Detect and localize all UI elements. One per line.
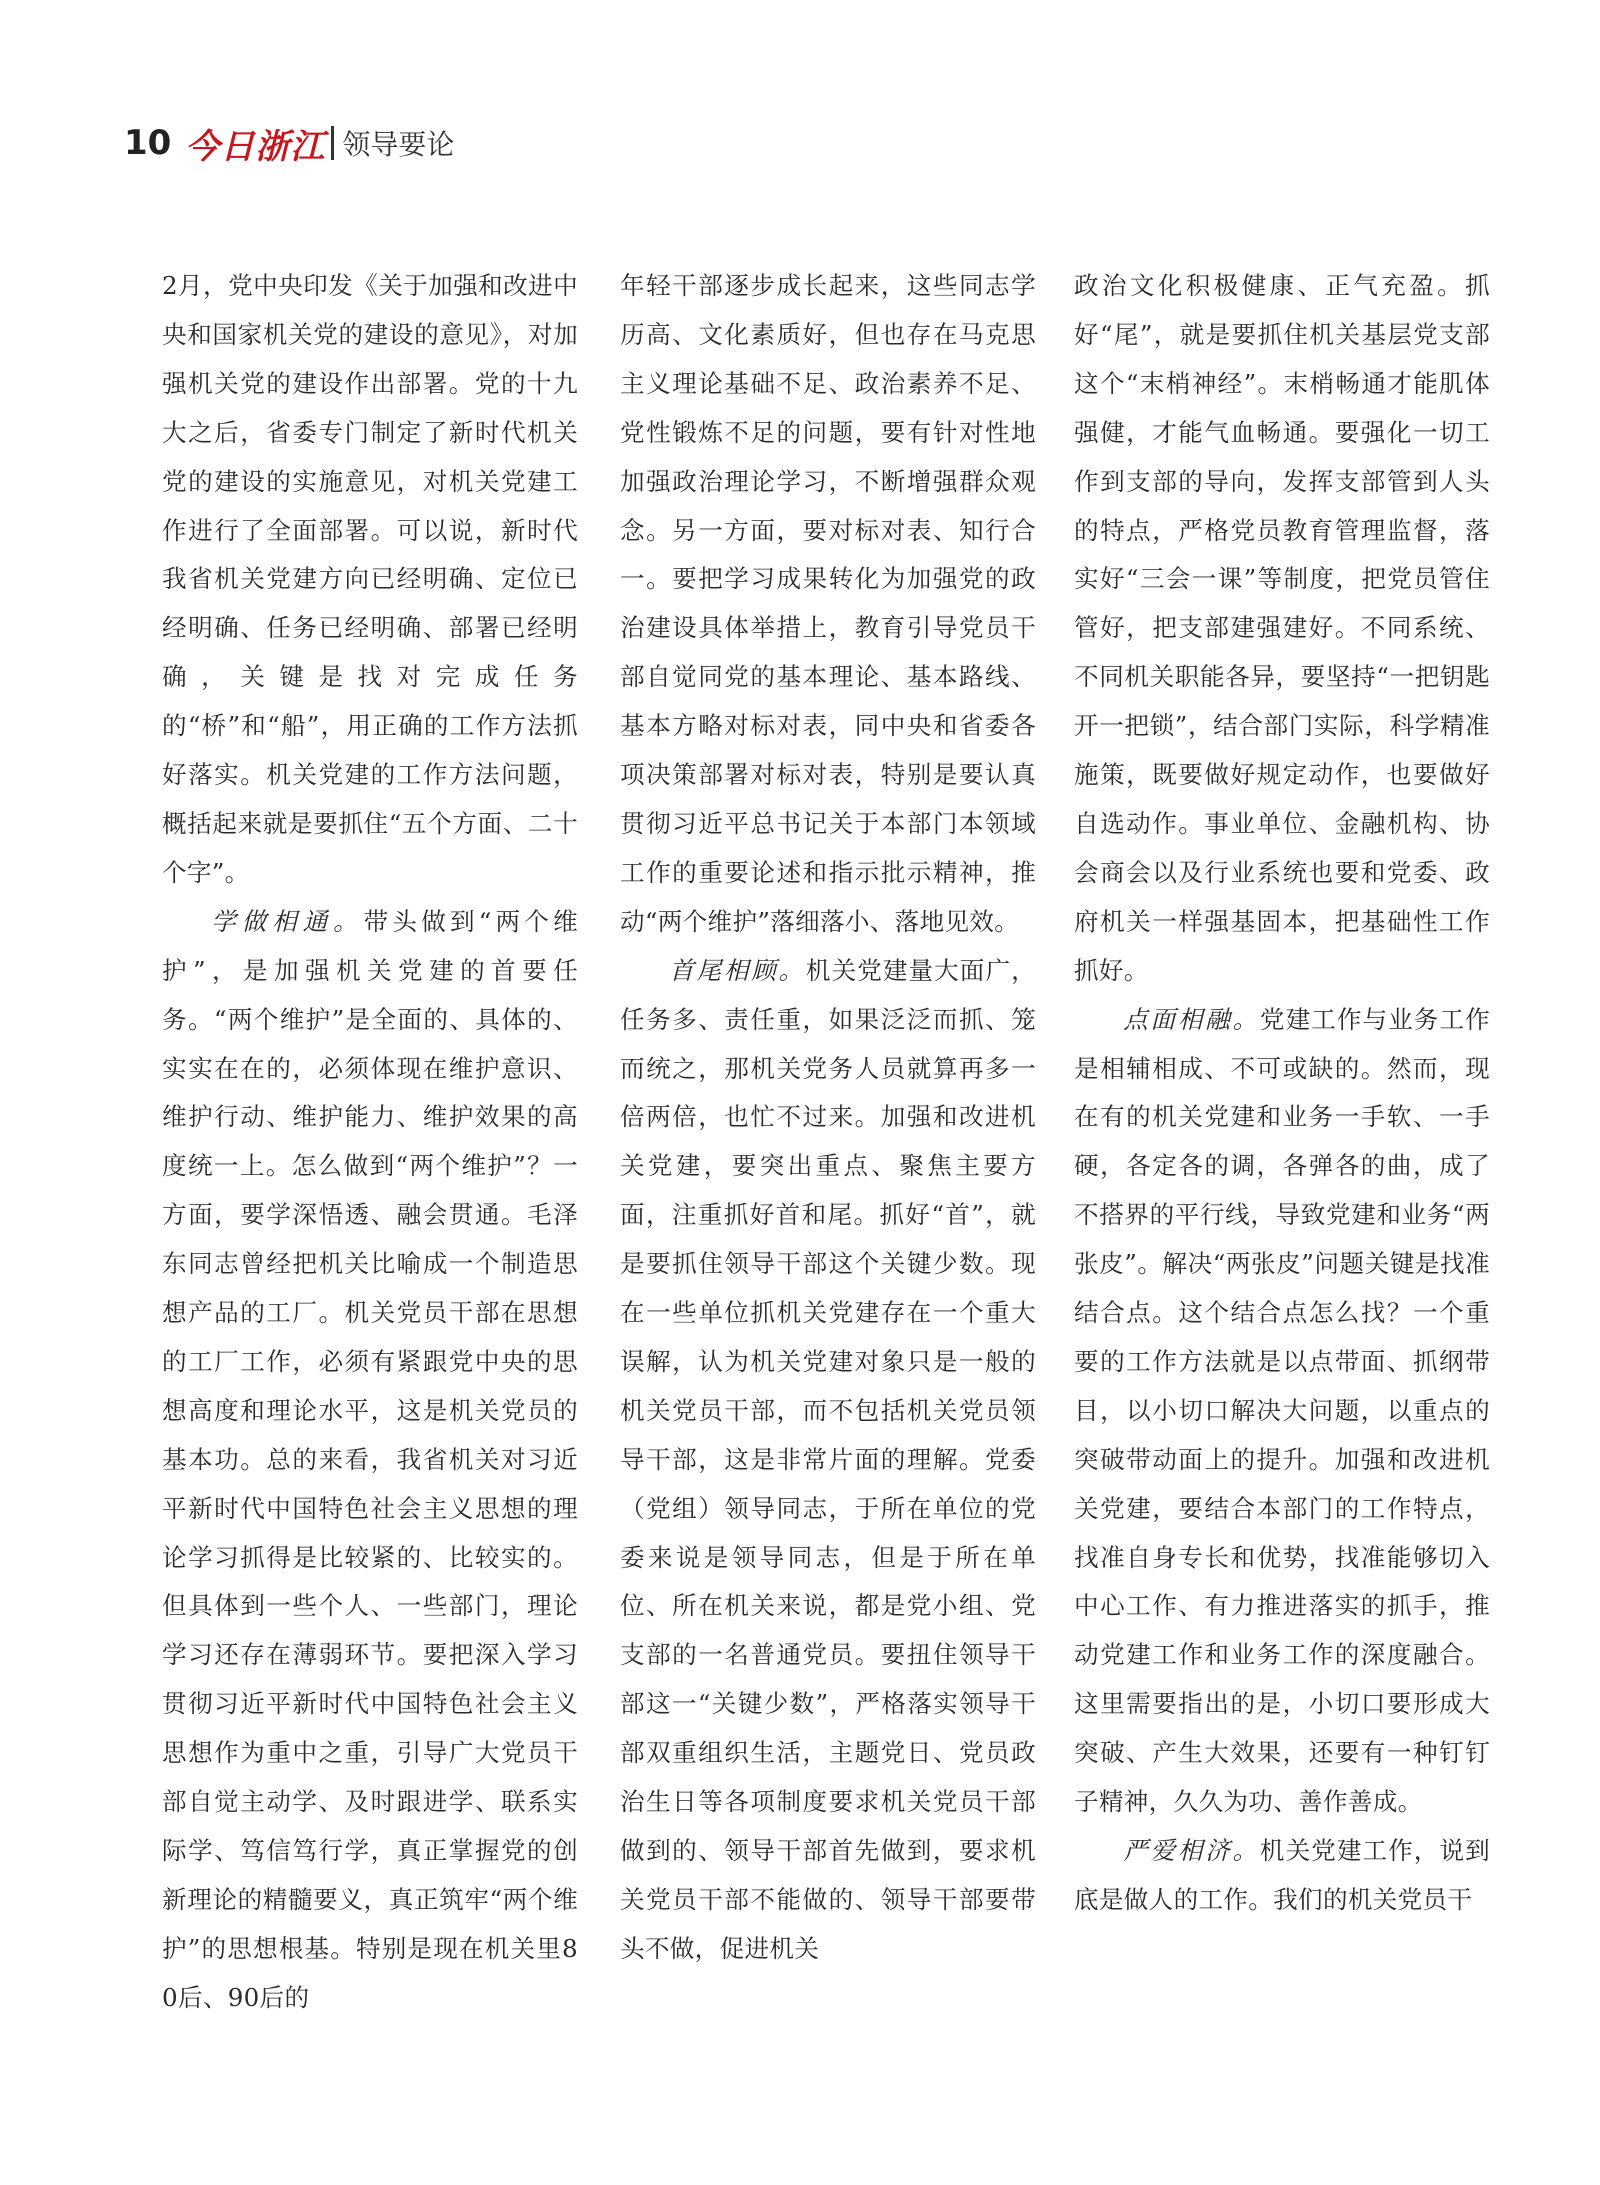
paragraph-text: 2月，党中央印发《关于加强和改进中央和国家机关党的建设的意见》，对加强机关党的建设作出部署。党的十九大之后，省委专门制定了新时代机关党的建设的实施意见，对机关党建工作进行了全面部署。可以说，新时代我省机关党建方向已经明确、定位已经明确、任务已经明确、部署已经明确，关键是找对完成任务的“桥”和“船”，用正确的工作方法抓好落实。机关党建的工作方法问题，概括起来就是要抓住“五个方面、二十个字”。 [162,271,578,887]
magazine-logo: 今日浙江 [185,126,326,167]
paragraph [1074,262,1490,996]
page-number: 10 [124,123,172,163]
paragraph [620,262,1036,947]
paragraph [1074,996,1490,1827]
paragraph-text: 党建工作与业务工作是相辅相成、不可或缺的。然而，现在有的机关党建和业务一手软、一手硬，各定各的调，各弹各的曲，成了不搭界的平行线，导致党建和业务“两张皮”。解决“两张皮”问题关键是找准结合点。这个结合点怎么找？一个重要的工作方法就是以点带面、抓纲带目，以小切口解决大问题，以重点的突破带动面上的提升。加强和改进机关党建，要结合本部门的工作特点，找准自身专长和优势，找准能够切入中心工作、有力推进落实的抓手，推动党建工作和业务工作的深度融合。这里需要指出的是，小切口要形成大突破、产生大效果，还要有一种钉钉子精神，久久为功、善作善成。 [1074,1004,1490,1817]
paragraph [162,262,578,898]
paragraph-text: 机关党建量大面广，任务多、责任重，如果泛泛而抓、笼而统之，那机关党务人员就算再多一倍两倍，也忙不过来。加强和改进机关党建，要突出重点、聚焦主要方面，注重抓好首和尾。抓好“首”，就是要抓住领导干部这个关键少数。现在一些单位抓机关党建存在一个重大误解，认为机关党建对象只是一般的机关党员干部，而不包括机关党员领导干部，这是非常片面的理解。党委（党组）领导同志，于所在单位的党委来说是领导同志，但是于所在单位、所在机关来说，都是党小组、党支部的一名普通党员。要扭住领导干部这一“关键少数”，严格落实领导干部双重组织生活，主题党日、党员政治生日等各项制度要求机关党员干部做到的、领导干部首先做到，要求机关党员干部不能做的、领导干部要带头不做，促进机关 [620,955,1036,1963]
paragraph-text: 年轻干部逐步成长起来，这些同志学历高、文化素质好，但也存在马克思主义理论基础不足、政治素养不足、党性锻炼不足的问题，要有针对性地加强政治理论学习，不断增强群众观念。另一方面，要对标对表、知行合一。要把学习成果转化为加强党的政治建设具体举措上，教育引导党员干部自觉同党的基本理论、基本路线、基本方略对标对表，同中央和省委各项决策部署对标对表，特别是要认真贯彻习近平总书记关于本部门本领域工作的重要论述和指示批示精神，推动“两个维护”落细落小、落地见效。 [620,271,1036,936]
paragraph-text: 政治文化积极健康、正气充盈。抓好“尾”，就是要抓住机关基层党支部这个“末梢神经”。末梢畅通才能肌体强健，才能气血畅通。要强化一切工作到支部的导向，发挥支部管到人头的特点，严格党员教育管理监督，落实好“三会一课”等制度，把党员管住管好，把支部建强建好。不同系统、不同机关职能各异，要坚持“一把钥匙开一把锁”，结合部门实际，科学精准施策，既要做好规定动作，也要做好自选动作。事业单位、金融机构、协会商会以及行业系统也要和党委、政府机关一样强基固本，把基础性工作抓好。 [1074,271,1490,985]
page-header [124,120,454,166]
paragraph [620,947,1036,1974]
column-2 [620,262,1036,1974]
paragraph-lead: 学做相通。 [211,906,364,936]
section-title: 领导要论 [342,128,455,161]
paragraph [1074,1827,1490,1925]
paragraph-text: 带头做到“两个维护”，是加强机关党建的首要任务。“两个维护”是全面的、具体的、实实在在的，必须体现在维护意识、维护行动、维护能力、维护效果的高度统一上。怎么做到“两个维护”？一方面，要学深悟透、融会贯通。毛泽东同志曾经把机关比喻成一个制造思想产品的工厂。机关党员干部在思想的工厂工作，必须有紧跟党中央的思想高度和理论水平，这是机关党员的基本功。总的来看，我省机关对习近平新时代中国特色社会主义思想的理论学习抓得是比较紧的、比较实的。但具体到一些个人、一些部门，理论学习还存在薄弱环节。要把深入学习贯彻习近平新时代中国特色社会主义思想作为重中之重，引导广大党员干部自觉主动学、及时跟进学、联系实际学、笃信笃行学，真正掌握党的创新理论的精髓要义，真正筑牢“两个维护”的思想根基。特别是现在机关里80后、90后的 [162,906,578,2012]
paragraph-lead: 点面相融。 [1123,1004,1260,1034]
header-divider [331,126,334,160]
paragraph-lead: 严爱相济。 [1123,1836,1260,1865]
paragraph [162,898,578,2023]
column-1 [162,262,578,2023]
column-3 [1074,262,1490,1925]
paragraph-text: 机关党建工作，说到底是做人的工作。我们的机关党员干 [1074,1836,1490,1914]
paragraph-lead: 首尾相顾。 [669,955,806,985]
